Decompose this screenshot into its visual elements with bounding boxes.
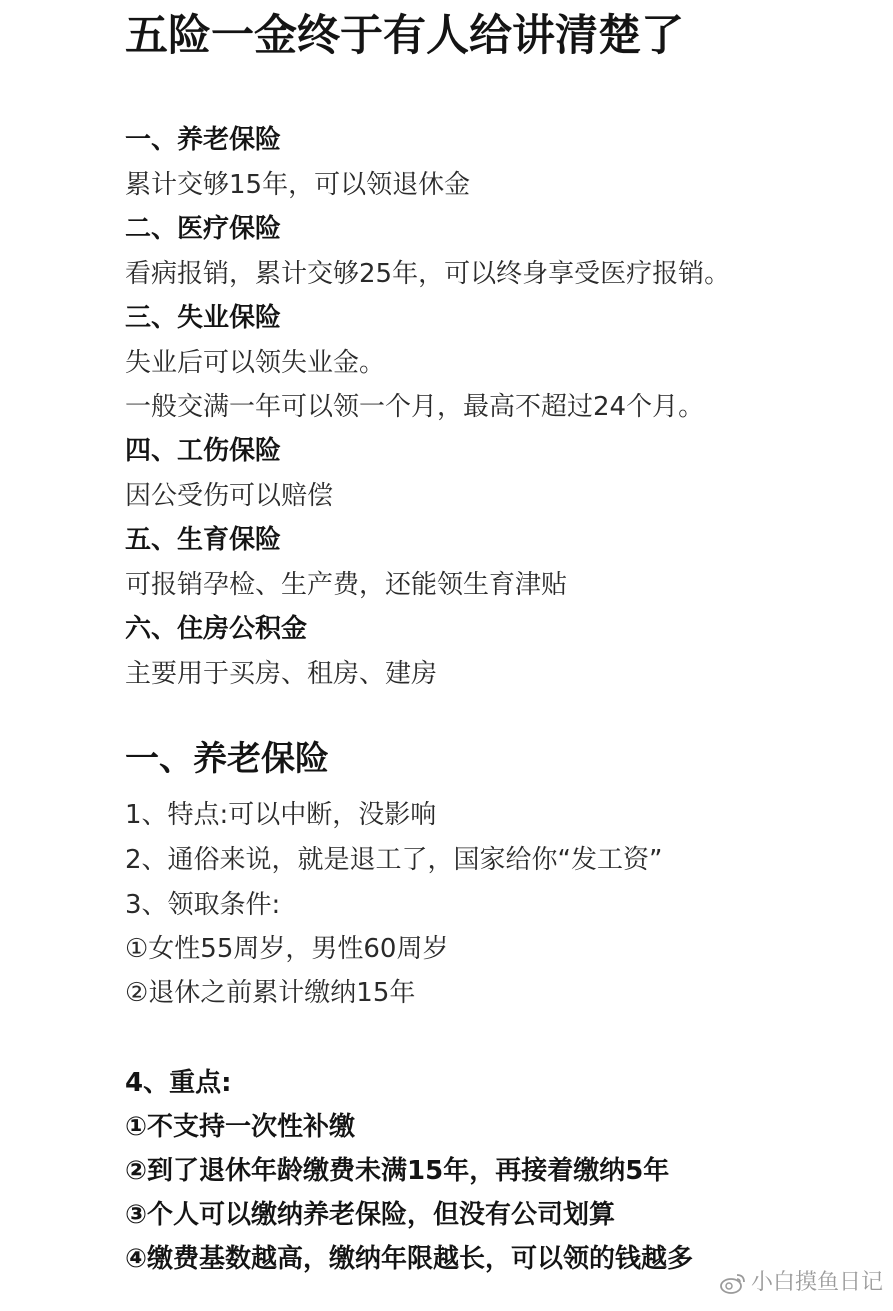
section-heading-housing-fund: 六、住房公积金 bbox=[125, 614, 308, 644]
watermark-text: 小白摸鱼日记 bbox=[750, 1270, 883, 1295]
section-text-unemployment-2: 一般交满一年可以领一个月，最高不超过24个月。 bbox=[125, 392, 705, 422]
section-heading-injury: 四、工伤保险 bbox=[125, 436, 282, 466]
section-text-maternity: 可报销孕检、生产费，还能领生育津贴 bbox=[125, 570, 568, 600]
section-text-housing-fund: 主要用于买房、租房、建房 bbox=[125, 659, 438, 689]
key-point: ①不支持一次性补缴 bbox=[125, 1112, 356, 1142]
section-heading-pension: 一、养老保险 bbox=[125, 125, 282, 155]
section-text-pension: 累计交够15年，可以领退休金 bbox=[125, 170, 471, 200]
section-text-injury: 因公受伤可以赔偿 bbox=[125, 481, 334, 511]
section-heading-maternity: 五、生育保险 bbox=[125, 525, 282, 555]
detail-point: ②退休之前累计缴纳15年 bbox=[125, 978, 416, 1008]
detail-point: 2、通俗来说，就是退工了，国家给你“发工资” bbox=[125, 845, 663, 875]
detail-point: 3、领取条件: bbox=[125, 890, 281, 920]
key-points-heading: 4、重点: bbox=[125, 1068, 232, 1098]
key-point: ④缴费基数越高，缴纳年限越长，可以领的钱越多 bbox=[125, 1244, 694, 1274]
section-text-medical: 看病报销，累计交够25年，可以终身享受医疗报销。 bbox=[125, 259, 731, 289]
detail-point: 1、特点:可以中断，没影响 bbox=[125, 800, 437, 830]
detail-point: ①女性55周岁，男性60周岁 bbox=[125, 934, 449, 964]
key-point: ③个人可以缴纳养老保险，但没有公司划算 bbox=[125, 1200, 616, 1230]
key-point: ②到了退休年龄缴费未满15年，再接着缴纳5年 bbox=[125, 1156, 670, 1186]
detail-heading-pension: 一、养老保险 bbox=[125, 739, 329, 779]
section-text-unemployment-1: 失业后可以领失业金。 bbox=[125, 348, 386, 378]
watermark bbox=[719, 1269, 883, 1297]
section-heading-medical: 二、医疗保险 bbox=[125, 214, 282, 244]
page-title: 五险一金终于有人给讲清楚了 bbox=[125, 11, 684, 61]
weibo-icon bbox=[719, 1271, 747, 1295]
section-heading-unemployment: 三、失业保险 bbox=[125, 303, 282, 333]
